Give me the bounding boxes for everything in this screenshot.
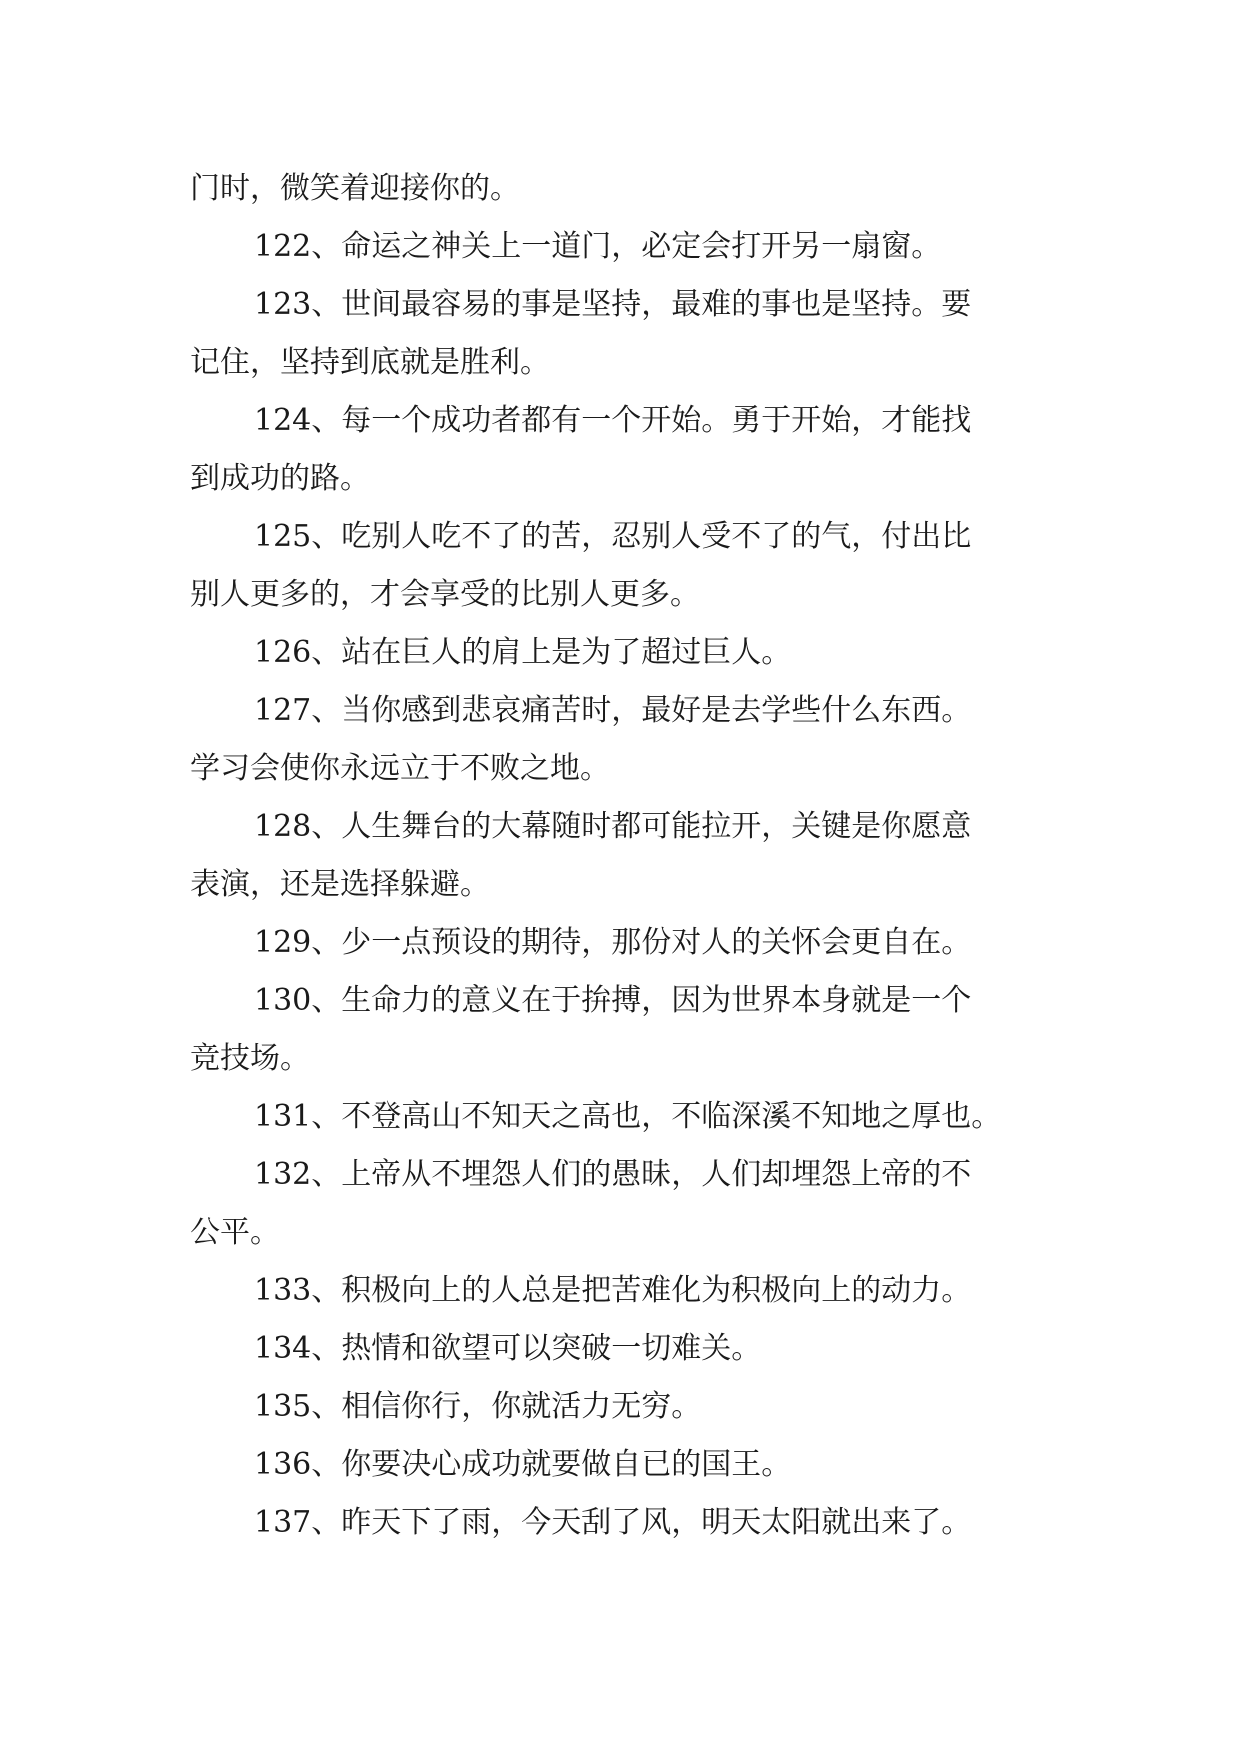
quote-129: 129、少一点预设的期待，那份对人的关怀会更自在。	[254, 925, 972, 960]
quote-133: 133、积极向上的人总是把苦难化为积极向上的动力。	[254, 1273, 972, 1308]
quote-125: 125、吃别人吃不了的苦，忍别人受不了的气，付出比	[254, 519, 972, 554]
quote-128: 128、人生舞台的大幕随时都可能拉开，关键是你愿意	[254, 809, 972, 844]
quote-135: 135、相信你行，你就活力无穷。	[254, 1389, 702, 1424]
quote-122: 122、命运之神关上一道门，必定会打开另一扇窗。	[254, 229, 942, 264]
quote-123-continuation: 记住，坚持到底就是胜利。	[190, 345, 550, 380]
quote-125-continuation: 别人更多的，才会享受的比别人更多。	[190, 577, 700, 612]
quote-124: 124、每一个成功者都有一个开始。勇于开始，才能找	[254, 403, 972, 438]
quote-131: 131、不登高山不知天之高也，不临深溪不知地之厚也。	[254, 1099, 1002, 1134]
quote-132: 132、上帝从不埋怨人们的愚昧，人们却埋怨上帝的不	[254, 1157, 972, 1192]
quote-list	[190, 160, 1070, 1552]
quote-136: 136、你要决心成功就要做自已的国王。	[254, 1447, 792, 1482]
quote-130-continuation: 竞技场。	[190, 1041, 310, 1076]
quote-123: 123、世间最容易的事是坚持，最难的事也是坚持。要	[254, 287, 972, 322]
paragraph-continuation: 门时，微笑着迎接你的。	[190, 171, 520, 206]
quote-127-continuation: 学习会使你永远立于不败之地。	[190, 751, 610, 786]
quote-126: 126、站在巨人的肩上是为了超过巨人。	[254, 635, 792, 670]
quote-137: 137、昨天下了雨，今天刮了风，明天太阳就出来了。	[254, 1505, 972, 1540]
quote-127: 127、当你感到悲哀痛苦时，最好是去学些什么东西。	[254, 693, 972, 728]
quote-124-continuation: 到成功的路。	[190, 461, 370, 496]
quote-130: 130、生命力的意义在于拚搏，因为世界本身就是一个	[254, 983, 972, 1018]
quote-134: 134、热情和欲望可以突破一切难关。	[254, 1331, 762, 1366]
quote-128-continuation: 表演，还是选择躲避。	[190, 867, 490, 902]
quote-132-continuation: 公平。	[190, 1215, 280, 1250]
